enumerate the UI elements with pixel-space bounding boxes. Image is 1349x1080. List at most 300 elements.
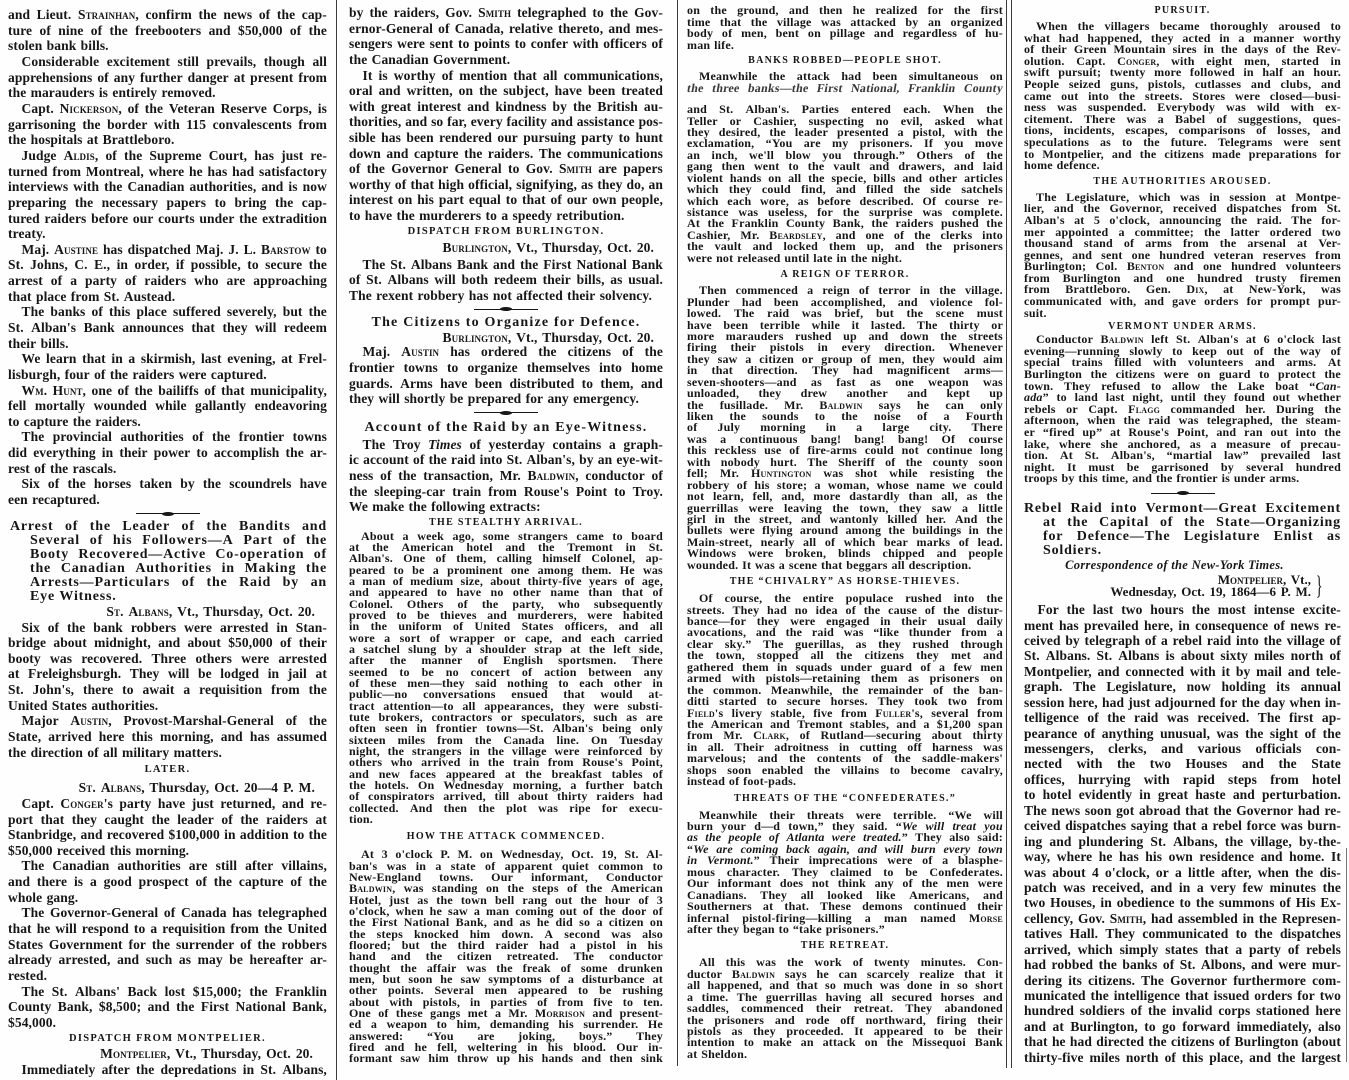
text-run: of <box>922 853 933 868</box>
word <box>423 468 493 484</box>
text-run: and <box>902 170 923 185</box>
word <box>1214 988 1250 1003</box>
word <box>59 952 111 968</box>
text-run: of <box>87 744 99 760</box>
text-run: to <box>349 207 361 223</box>
text-run: concert <box>470 664 511 679</box>
text-run: dispatched <box>127 241 191 257</box>
text-run: been <box>872 69 898 84</box>
word <box>149 148 201 164</box>
text-run: Governor <box>1170 972 1228 988</box>
text-run: from <box>687 728 713 743</box>
text-line <box>687 28 1003 39</box>
word <box>90 520 111 534</box>
text-run: prisoners. <box>859 136 913 151</box>
text-run: minutes <box>1269 879 1317 895</box>
word <box>239 520 291 534</box>
word <box>1167 710 1189 725</box>
word <box>349 499 368 515</box>
text-run: suspended. <box>1087 100 1147 115</box>
text-run: and <box>835 227 856 242</box>
text-run: the <box>1322 879 1341 895</box>
word <box>8 461 30 477</box>
text-run: the <box>134 382 153 398</box>
text-run: sengers <box>349 36 393 52</box>
text-run: in <box>817 340 828 355</box>
text-run: will <box>983 807 1003 822</box>
text-run: Arrests—Particulars <box>30 574 171 590</box>
word <box>440 849 450 860</box>
text-run: St. <box>648 540 663 555</box>
text-run: of <box>687 420 698 435</box>
text-run: an <box>800 1035 814 1050</box>
text-run: municated <box>1024 988 1086 1003</box>
word <box>395 177 406 193</box>
section-heading <box>349 224 663 240</box>
text-run: ” <box>901 830 908 845</box>
text-run: “ <box>1309 378 1316 393</box>
text-run: treated. <box>863 830 902 845</box>
text-run: he <box>189 163 203 179</box>
text-run: re- <box>1324 802 1341 818</box>
text-run: the <box>372 540 389 555</box>
text-run: have <box>554 83 583 99</box>
word <box>376 288 413 304</box>
text-line <box>8 984 327 1000</box>
word <box>1088 973 1135 988</box>
text-run: by <box>1061 471 1075 486</box>
text-run: would <box>600 687 633 702</box>
text-run: think <box>837 876 867 891</box>
text-run: and <box>687 102 707 117</box>
text-run: livery <box>731 705 763 720</box>
text-run: if <box>175 257 185 273</box>
text-run: got <box>1116 802 1135 818</box>
text-run: BURLINGTON. <box>515 225 605 237</box>
text-run: proved <box>349 608 386 623</box>
text-run: appeared <box>517 983 568 998</box>
text-run: five <box>593 994 613 1009</box>
word <box>1198 741 1241 756</box>
text-run: the <box>588 642 606 656</box>
word <box>265 257 302 273</box>
word <box>281 858 327 874</box>
text-line <box>8 257 327 273</box>
word <box>1125 664 1184 679</box>
text-run: the <box>1245 725 1264 741</box>
text-run: present <box>250 69 294 85</box>
text-run: Fourth <box>965 409 1003 424</box>
text-run: no <box>794 602 808 617</box>
text-run: such <box>145 952 173 968</box>
text-line <box>8 858 327 874</box>
word <box>405 114 427 130</box>
text-run: removed. <box>161 85 216 101</box>
text-run: 's, <box>911 705 923 720</box>
text-run: at- <box>648 687 663 702</box>
word <box>60 796 113 812</box>
text-run: twenty <box>1109 65 1146 80</box>
word <box>450 391 464 407</box>
text-run: as <box>869 374 882 389</box>
text-run: “ <box>687 841 694 856</box>
text-run: Field <box>687 705 715 720</box>
word <box>1318 296 1341 308</box>
text-run: we'll <box>749 147 774 162</box>
text-run: volunteers <box>1285 259 1341 274</box>
text-run: the <box>1184 514 1206 530</box>
text-run: The <box>362 436 386 452</box>
text-run: and <box>1250 76 1271 91</box>
text-run: United <box>474 619 511 634</box>
text-run: the <box>198 7 217 23</box>
text-run: surrender. <box>583 1017 639 1032</box>
text-run: from <box>52 163 82 179</box>
text-run: The <box>1257 710 1281 726</box>
text-run: St. <box>1096 648 1113 664</box>
text-run: a <box>923 716 930 731</box>
text-run: and <box>349 585 369 600</box>
word <box>1298 803 1320 818</box>
text-run: that <box>522 192 546 208</box>
text-run: a <box>370 1017 378 1032</box>
text-run: attack <box>822 1035 856 1050</box>
text-run: themselves <box>526 359 591 375</box>
text-run: all <box>869 989 884 1004</box>
word <box>1099 849 1113 864</box>
text-run: a <box>1201 818 1208 834</box>
text-run: will <box>55 921 77 937</box>
text-run: the <box>538 344 557 360</box>
text-run: Tremont <box>797 716 843 731</box>
word <box>515 36 526 52</box>
word <box>1087 710 1098 725</box>
text-run: BANKS <box>748 55 790 67</box>
text-run: conversations <box>423 687 496 702</box>
text-run: the <box>685 80 705 95</box>
text-run: emergency. <box>573 391 639 407</box>
word <box>119 796 151 812</box>
text-run: group <box>821 351 853 366</box>
text-run: hereafter <box>249 952 304 968</box>
text-run: law” <box>1224 448 1249 463</box>
text-run: at <box>1074 212 1085 227</box>
word <box>1052 865 1086 880</box>
text-run: their <box>8 335 37 351</box>
text-run: started <box>1281 53 1319 68</box>
text-run: $8,500; <box>98 999 142 1015</box>
text-run: lier, <box>1024 201 1045 216</box>
text-run: soon <box>978 454 1003 469</box>
dateline <box>8 604 327 620</box>
word <box>290 23 301 39</box>
text-run: bills, <box>576 272 605 288</box>
word <box>687 37 711 52</box>
word <box>1236 926 1247 941</box>
text-run: prominent <box>447 562 503 577</box>
word <box>891 557 905 572</box>
text-run: power <box>153 445 191 461</box>
text-run: a <box>814 477 821 492</box>
text-run: shops <box>687 762 717 777</box>
word <box>1116 803 1134 818</box>
text-run: Maj. <box>362 344 391 360</box>
text-run: throw <box>457 1051 489 1066</box>
word <box>710 80 741 95</box>
text-run: 19, <box>601 847 617 862</box>
word <box>349 36 392 52</box>
text-run: violent <box>687 170 724 185</box>
text-run: sky.” <box>724 636 752 651</box>
text-run: of <box>64 518 79 534</box>
text-run: The <box>21 905 45 921</box>
text-run: prepared <box>467 391 522 407</box>
word <box>755 557 775 572</box>
text-run: COMMENCED. <box>520 831 606 843</box>
word <box>8 952 52 968</box>
text-run: er <box>1024 425 1036 439</box>
text-run: capture <box>413 145 459 161</box>
word <box>196 874 207 890</box>
word <box>438 21 449 37</box>
text-run: as <box>581 176 594 192</box>
text-run: miles <box>1254 648 1285 664</box>
text-run: Oct. <box>214 780 239 796</box>
text-run: learn, <box>713 489 744 504</box>
text-run: frontier <box>435 721 478 736</box>
text-run: sight <box>1269 725 1299 741</box>
text-run: their <box>298 635 327 651</box>
text-run: the <box>750 14 768 29</box>
text-run: ques- <box>1312 111 1341 126</box>
word <box>363 68 373 84</box>
word <box>113 534 133 548</box>
text-run: the <box>729 409 747 424</box>
word <box>920 285 930 296</box>
word <box>1085 803 1112 818</box>
text-line <box>8 999 327 1015</box>
word <box>509 376 574 392</box>
word <box>1121 602 1142 617</box>
word <box>830 28 865 39</box>
text-run: United <box>287 921 327 937</box>
text-run: town <box>978 841 1003 856</box>
word <box>1316 741 1341 756</box>
text-run: its <box>1068 972 1082 988</box>
text-run: so <box>825 978 837 993</box>
text-run: $1,200 <box>936 716 971 731</box>
text-run: home <box>1024 158 1053 173</box>
text-run: was <box>642 562 663 577</box>
text-run: bailiffs <box>158 382 199 398</box>
text-run: eight <box>1206 53 1233 68</box>
word <box>1180 895 1191 910</box>
word <box>275 984 327 1000</box>
word <box>538 344 556 360</box>
text-run: and <box>493 256 516 272</box>
word <box>286 713 297 729</box>
text-run: Cashier, <box>753 113 797 128</box>
word <box>103 242 123 258</box>
word <box>183 682 190 698</box>
text-run: the <box>710 3 727 18</box>
text-run: intelligence <box>1113 988 1181 1003</box>
word <box>1043 544 1102 558</box>
text-run: of <box>624 574 635 589</box>
text-run: regardless <box>902 26 958 41</box>
text-run: account <box>363 452 409 468</box>
word <box>253 273 327 289</box>
text-line <box>8 148 327 164</box>
word <box>284 320 327 336</box>
word <box>597 177 622 193</box>
text-run: had <box>539 937 560 952</box>
text-line <box>8 796 327 812</box>
text-run: d—d <box>754 819 781 834</box>
text-run: in <box>469 755 480 770</box>
text-run: Cashier, <box>687 227 731 242</box>
word <box>1077 756 1103 771</box>
text-run: and <box>1072 247 1093 262</box>
text-run: various <box>1197 741 1242 756</box>
text-run: by <box>282 574 300 590</box>
word <box>266 812 308 828</box>
text-run: Court, <box>208 147 248 163</box>
word <box>1225 834 1243 849</box>
text-run: and <box>158 635 181 651</box>
text-run: morning. <box>135 842 190 858</box>
text-run: as <box>797 193 809 208</box>
text-run: Three <box>151 650 187 666</box>
word <box>1287 633 1325 648</box>
text-run: cutlasses <box>1194 76 1242 91</box>
text-run: a <box>1161 632 1168 648</box>
word <box>629 800 663 815</box>
word <box>215 195 226 211</box>
word <box>110 23 128 39</box>
text-run: news <box>1051 802 1081 818</box>
text-run: the <box>308 682 327 698</box>
text-run: they <box>222 320 248 335</box>
text-run: It <box>742 557 752 572</box>
text-run: New-England <box>349 869 422 884</box>
text-line <box>1024 710 1341 725</box>
word <box>207 576 228 590</box>
text-run: citizens <box>567 344 612 360</box>
text-run: the <box>733 511 751 526</box>
word <box>1173 818 1197 833</box>
text-run: of <box>964 147 975 162</box>
text-run: of <box>280 635 292 651</box>
word <box>379 68 388 84</box>
text-run: has <box>381 129 401 145</box>
word <box>365 208 392 224</box>
word <box>192 429 203 445</box>
text-run: pushed <box>940 216 979 231</box>
text-line <box>1024 849 1341 864</box>
text-run: the <box>952 682 970 697</box>
text-run: the <box>687 716 704 731</box>
text-line <box>349 5 663 21</box>
word <box>1173 834 1218 849</box>
text-run: at <box>1245 332 1257 347</box>
word <box>543 68 558 84</box>
word <box>221 812 232 828</box>
word <box>975 1037 1003 1048</box>
text-run: in <box>267 666 280 682</box>
text-run: by <box>180 476 195 492</box>
text-run: Of <box>922 193 937 208</box>
text-run: the <box>109 366 129 382</box>
word <box>91 698 158 714</box>
text-run: M. <box>1295 584 1311 600</box>
text-run: Albans. <box>1045 648 1091 664</box>
word <box>363 344 391 360</box>
text-run: saying <box>1130 818 1169 834</box>
text-run: eye-wit- <box>616 452 663 468</box>
text-run: and <box>384 1039 405 1054</box>
word <box>1110 911 1147 926</box>
text-run: officers <box>603 36 647 52</box>
text-run: Montreal, <box>85 163 144 179</box>
word <box>1079 834 1144 849</box>
text-run: an <box>1291 65 1305 80</box>
text-run: mer <box>1024 224 1046 239</box>
word <box>1218 602 1246 617</box>
text-run: Governor-General <box>49 905 159 921</box>
word <box>457 1053 488 1064</box>
text-run: on <box>807 26 821 41</box>
text-run: session <box>1024 694 1065 710</box>
text-run: seized <box>1068 76 1101 91</box>
text-run: that. <box>784 899 810 914</box>
text-run: tured <box>8 210 40 226</box>
word <box>228 242 238 258</box>
text-run: Co-operation <box>215 546 305 562</box>
text-run: was <box>1063 879 1086 895</box>
text-run: Franklin <box>275 983 327 999</box>
text-run: And <box>409 800 433 815</box>
text-run: re- <box>1324 617 1341 633</box>
word <box>428 437 462 453</box>
text-run: LATER. <box>144 764 191 776</box>
text-run: the <box>308 304 327 320</box>
text-run: then <box>609 1051 633 1066</box>
text-run: were <box>397 36 425 52</box>
word <box>275 195 293 211</box>
text-run: , <box>135 7 139 23</box>
text-run: at <box>315 666 327 682</box>
text-run: the <box>914 227 931 242</box>
text-run: our <box>566 192 588 208</box>
word <box>22 304 45 320</box>
word <box>369 5 387 21</box>
word <box>641 376 663 392</box>
word <box>493 257 515 273</box>
text-line <box>8 132 327 148</box>
word <box>1291 648 1324 663</box>
paragraph <box>8 148 327 242</box>
text-run: from <box>557 994 584 1009</box>
text-run: in <box>625 540 637 555</box>
text-run: Veteran <box>168 101 215 117</box>
word <box>1038 602 1059 617</box>
text-run: Freleighsburgh. <box>28 666 122 682</box>
text-line <box>1024 305 1341 320</box>
text-run: States <box>51 697 88 713</box>
text-run: four <box>64 366 90 382</box>
text-run: of <box>652 585 663 600</box>
